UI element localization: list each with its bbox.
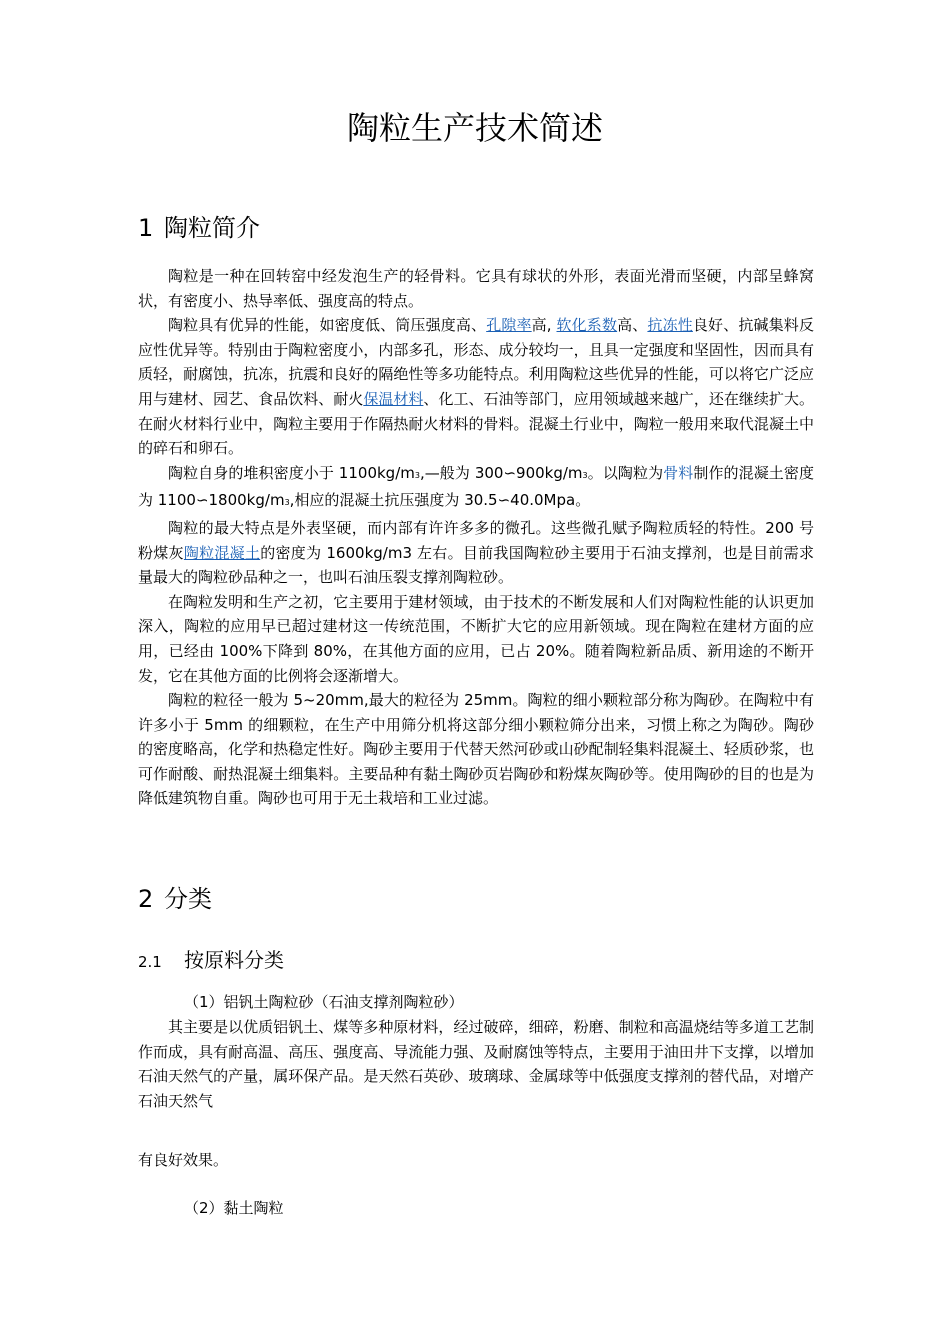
section-number: 2	[138, 885, 154, 913]
list-item-1-body	[138, 1015, 814, 1113]
section-title: 分类	[164, 885, 212, 913]
paragraph: 陶粒的最大特点是外表坚硬，而内部有许许多多的微孔。这些微孔赋予陶粒质轻的特性。200 号粉煤灰陶粒混凝土的密度为 1600kg/m3 左右。目前我国陶粒砂主要用于石油支撑剂，也是目前需求量最大的陶粒砂品种之一，也叫石油压裂支撑剂陶粒砂。	[138, 518, 814, 587]
paragraph: 陶粒的粒径一般为 5~20mm,最大的粒径为 25mm。陶粒的细小颗粒部分称为陶砂。在陶粒中有许多小于 5mm 的细颗粒，在生产中用筛分机将这部分细小颗粒筛分出来，习惯上称之为陶砂。陶砂的密度略高，化学和热稳定性好。陶砂主要用于代替天然河砂或山砂配制轻集料混凝土、轻质砂浆，也可作耐酸、耐热混凝土细集料。主要品种有黏土陶砂页岩陶砂和粉煤灰陶砂等。使用陶砂的目的也是为降低建筑物自重。陶砂也可用于无土栽培和工业过滤。	[138, 691, 814, 808]
link-aggregate[interactable]: 骨料	[663, 463, 694, 482]
link-insulation-material[interactable]: 保温材料	[363, 389, 424, 408]
list-item-2-title: （2）黏土陶粒	[184, 1199, 284, 1217]
subsection-heading-2-1	[138, 946, 284, 976]
section-heading-1	[138, 212, 260, 244]
subsection-title: 按原料分类	[184, 948, 284, 972]
paragraph: 陶粒是一种在回转窑中经发泡生产的轻骨料。它具有球状的外形，表面光滑而坚硬，内部呈蜂窝状，有密度小、热导率低、强度高的特点。	[138, 267, 814, 310]
section-heading-2	[138, 883, 212, 915]
link-ceramsite-concrete[interactable]: 陶粒混凝土	[183, 543, 261, 562]
paragraph: 在陶粒发明和生产之初，它主要用于建材领域，由于技术的不断发展和人们对陶粒性能的认识更加深入，陶粒的应用早已超过建材这一传统范围，不断扩大它的应用新领域。现在陶粒在建材方面的应用，已经由 100%下降到 80%，在其他方面的应用，已占 20%。随着陶粒新品质、新用途的不断开发，它在其他方面的比例将会逐渐增大。	[138, 592, 814, 685]
paragraph: 陶粒具有优异的性能，如密度低、筒压强度高、孔隙率高, 软化系数高、抗冻性良好、抗碱集料反应性优异等。特别由于陶粒密度小，内部多孔，形态、成分较均一，且具一定强度和坚固性，因而具有质轻，耐腐蚀，抗冻，抗震和良好的隔绝性等多功能特点。利用陶粒这些优异的性能，可以将它广泛应用与建材、园艺、食品饮料、耐火保温材料、化工、石油等部门，应用领域越来越广，还在继续扩大。在耐火材料行业中，陶粒主要用于作隔热耐火材料的骨料。混凝土行业中，陶粒一般用来取代混凝土中的碎石和卵石。	[138, 316, 814, 458]
document-title: 陶粒生产技术简述	[346, 109, 603, 147]
link-softening-coefficient[interactable]: 软化系数	[556, 316, 618, 335]
link-frost-resistance[interactable]: 抗冻性	[647, 316, 693, 335]
link-porosity[interactable]: 孔隙率	[486, 316, 532, 335]
paragraph: 其主要是以优质铝钒土、煤等多种原材料，经过破碎，细碎，粉磨、制粒和高温烧结等多道工艺制作而成，具有耐高温、高压、强度高、导流能力强、及耐腐蚀等特点，主要用于油田井下支撑，以增加石油天然气的产量，属环保产品。是天然石英砂、玻璃球、金属球等中低强度支撑剂的替代品，对增产石油天然气	[138, 1018, 814, 1110]
paragraph: 陶粒自身的堆积密度小于 1100kg/m3,—般为 300∽900kg/m3。以陶粒为骨料制作的混凝土密度为 1100∽1800kg/m3,相应的混凝土抗压强度为 30.5∽40.0Mpa。	[138, 463, 814, 510]
list-item-1-title: （1）铝钒土陶粒砂（石油支撑剂陶粒砂）	[184, 993, 464, 1011]
section-1-body	[138, 264, 814, 811]
paragraph-continuation: 有良好效果。	[138, 1151, 229, 1169]
section-title: 陶粒简介	[164, 214, 260, 242]
subsection-number: 2.1	[138, 953, 162, 971]
section-number: 1	[138, 214, 154, 242]
